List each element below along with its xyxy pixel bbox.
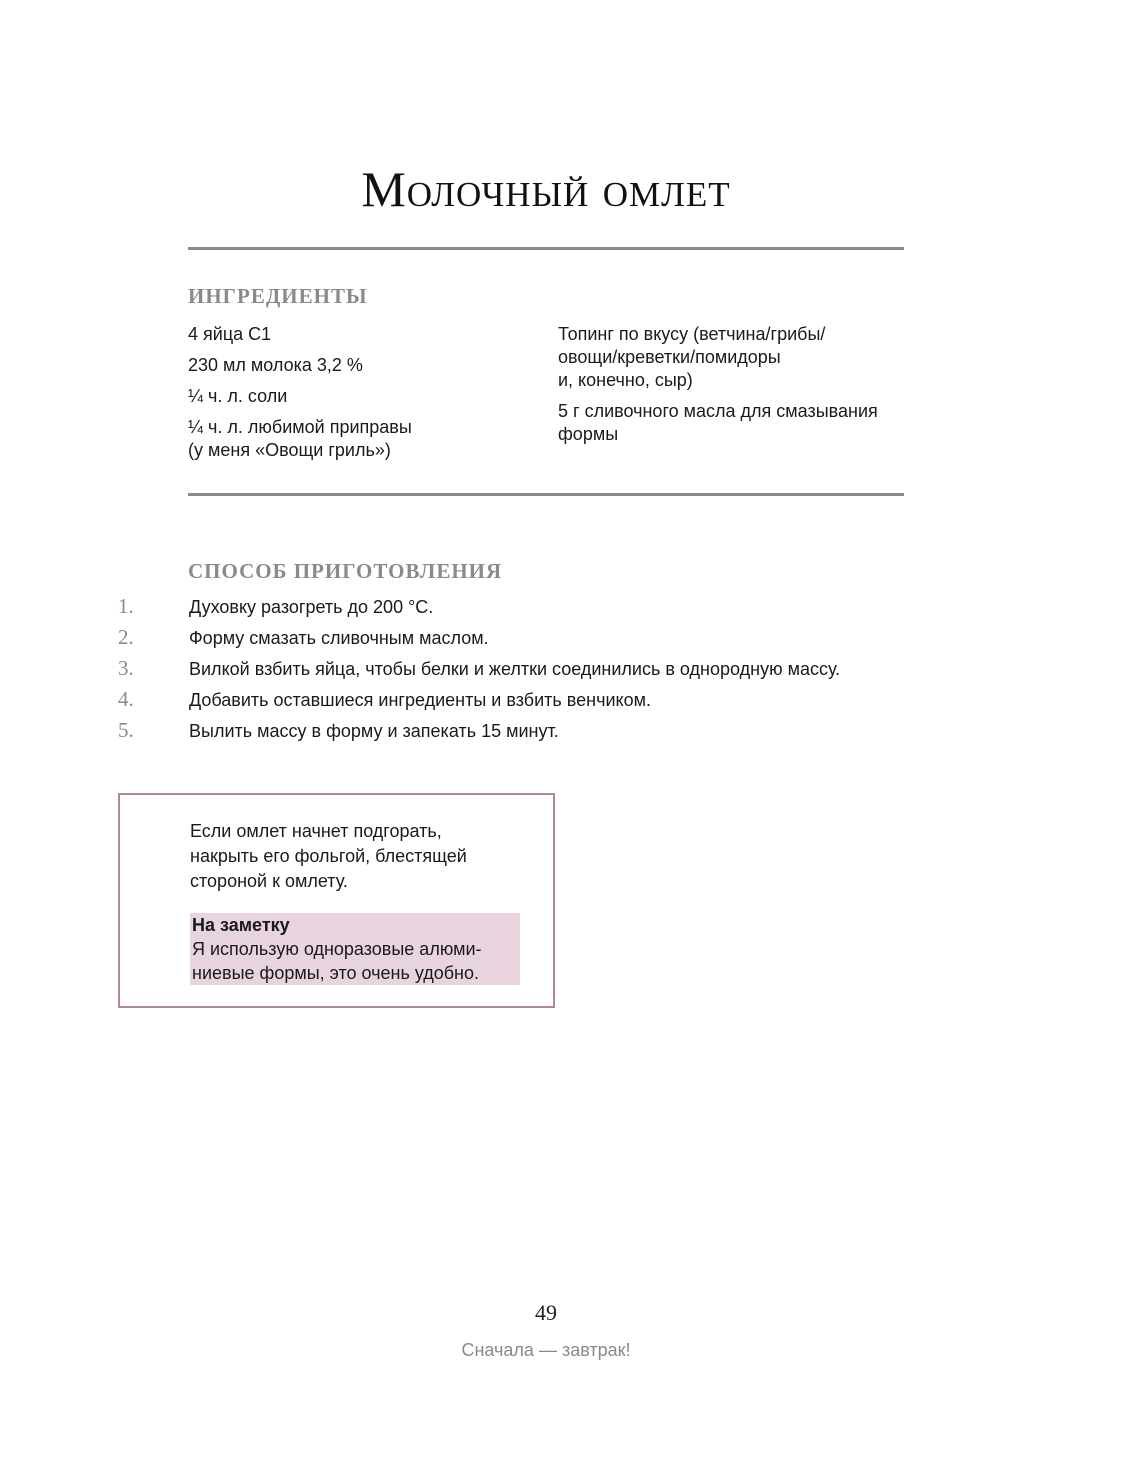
step-text: Вилкой взбить яйца, чтобы белки и желтки соединились в однородную массу. (189, 659, 841, 679)
ingredient-item: 230 мл молока 3,2 % (188, 355, 363, 375)
method-step (0, 720, 1122, 751)
bottom-divider (188, 493, 904, 496)
step-number: 5. (118, 718, 134, 742)
step-text: Добавить оставшиеся ингредиенты и взбить венчиком. (189, 690, 651, 710)
running-footer: Сначала — завтрак! (461, 1340, 631, 1360)
note-text: Я использую одноразовые алюми- ниевые формы, это очень удобно. (192, 939, 482, 983)
step-number: 3. (118, 656, 134, 680)
recipe-title: Молочный омлет (361, 161, 731, 217)
ingredient-item: ¼ ч. л. соли (188, 386, 288, 406)
ingredients-right-column (558, 323, 908, 454)
step-text: Форму смазать сливочным маслом. (189, 628, 489, 648)
step-number: 1. (118, 594, 134, 618)
step-number: 2. (118, 625, 134, 649)
method-step (0, 658, 1122, 689)
ingredients-left-column (188, 323, 518, 470)
tip-text: Если омлет начнет подгорать, накрыть его фольгой, блестящей стороной к омлету. (190, 821, 467, 891)
step-text: Вылить массу в форму и запекать 15 минут. (189, 721, 559, 741)
ingredient-item: 4 яйца С1 (188, 324, 272, 344)
page-number: 49 (535, 1300, 557, 1325)
method-step (0, 627, 1122, 658)
top-divider (188, 247, 904, 250)
ingredient-item: 5 г сливочного масла для смазывания формы (558, 401, 878, 444)
note-highlight (190, 913, 520, 985)
method-steps (0, 596, 1122, 751)
ingredient-item: Топинг по вкусу (ветчина/грибы/ овощи/креветки/помидоры и, конечно, сыр) (558, 324, 826, 390)
ingredient-item: ¼ ч. л. любимой приправы (у меня «Овощи гриль») (188, 417, 412, 460)
method-step (0, 689, 1122, 720)
note-title: На заметку (192, 915, 290, 935)
tip-box (118, 793, 555, 1008)
method-heading: СПОСОБ ПРИГОТОВЛЕНИЯ (188, 559, 503, 583)
ingredients-heading: ИНГРЕДИЕНТЫ (188, 284, 368, 308)
method-step (0, 596, 1122, 627)
step-number: 4. (118, 687, 134, 711)
step-text: Духовку разогреть до 200 °C. (189, 597, 434, 617)
